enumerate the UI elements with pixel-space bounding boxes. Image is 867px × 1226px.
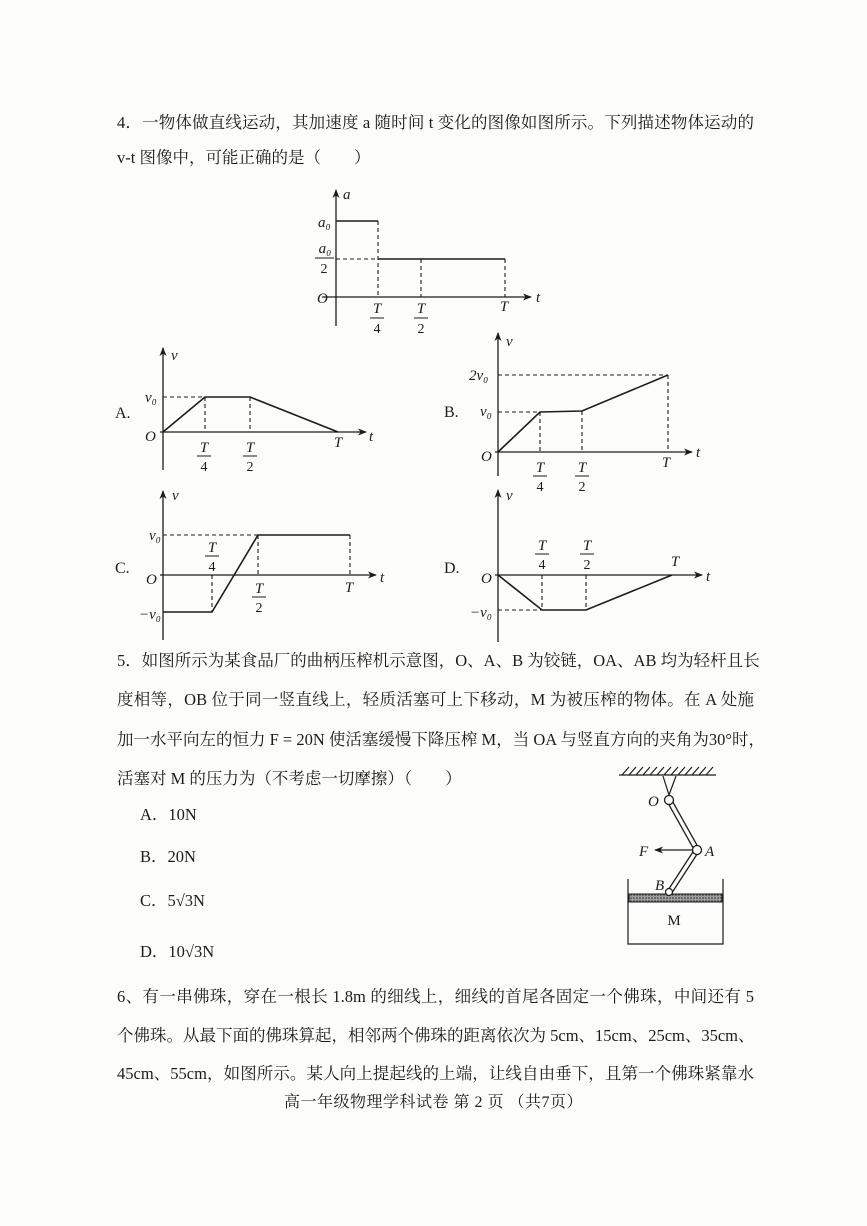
rod-ab-inner: [669, 850, 697, 893]
graph-b-origin-label: O: [481, 449, 492, 465]
graph-a-origin-label: O: [145, 429, 156, 445]
graph-b-v0-label: v₀: [480, 404, 492, 420]
graph-b-period-label: T: [661, 455, 671, 471]
q5-stem-line-4: 活塞对 M 的压力为（不考虑一切摩擦）（ ）: [117, 769, 462, 788]
pivot-a: [693, 846, 702, 855]
q6-stem-line-3: 45cm、55cm，如图所示。某人向上提起线的上端，让线自由垂下，且第一个佛珠紧靠水: [117, 1064, 754, 1083]
pivot-b: [666, 889, 673, 896]
graph-c-half-denominator: 2: [255, 601, 263, 616]
at-a0-label: a₀: [318, 215, 331, 231]
at-y-axis-label: a: [343, 187, 351, 203]
q5-choice-c: C．5√3N: [140, 891, 205, 910]
graph-b-quarter-numerator: T: [535, 460, 545, 476]
option-c-vt-graph: [115, 488, 385, 640]
graph-c-y-axis-label: v: [172, 488, 179, 504]
q4-stem-line-1: 4．一物体做直线运动，其加速度 a 随时间 t 变化的图像如图所示。下列描述物体运动的: [117, 113, 754, 132]
graph-a-quarter-denominator: 4: [200, 460, 208, 475]
graph-a-half-denominator: 2: [246, 460, 254, 475]
graph-b-half-numerator: T: [577, 460, 587, 476]
q5-stem-line-3: 加一水平向左的恒力 F = 20N 使活塞缓慢下降压榨 M，当 OA 与竖直方向的夹角为30°时，: [117, 730, 765, 749]
page-footer: 高一年级物理学科试卷 第 2 页 （共7页）: [283, 1094, 583, 1111]
graph-b-x-axis-label: t: [696, 445, 701, 461]
graph-c-period-label: T: [344, 580, 354, 596]
option-a-letter: A.: [115, 405, 131, 422]
at-half-period-denominator: 2: [417, 322, 425, 337]
pivot-a-label: A: [705, 844, 715, 860]
option-d-vt-graph: [444, 488, 711, 642]
graph-d-curve: [498, 575, 672, 610]
graph-b-half-denominator: 2: [578, 480, 586, 495]
graph-c-x-axis-label: t: [380, 570, 385, 586]
graph-d-neg-v0-label: −v₀: [470, 605, 492, 621]
option-a-vt-graph: [115, 348, 374, 475]
graph-c-quarter-numerator: T: [207, 540, 217, 556]
graph-c-half-numerator: T: [254, 581, 264, 597]
q5-choice-a: A．10N: [140, 805, 197, 824]
graph-a-half-numerator: T: [245, 440, 255, 456]
graph-b-quarter-denominator: 4: [536, 480, 544, 495]
object-m-label: M: [667, 913, 681, 929]
graph-c-neg-v0-label: −v₀: [139, 607, 161, 623]
q5-choice-b: B．20N: [140, 847, 196, 866]
at-half-a0-denominator: 2: [320, 262, 328, 277]
graph-d-period-label: T: [670, 554, 680, 570]
q6-stem-line-2: 个佛珠。从最下面的佛珠算起，相邻两个佛珠的距离依次为 5cm、15cm、25cm、35cm、: [117, 1026, 755, 1045]
q5-choice-d: D．10√3N: [140, 942, 215, 961]
graph-d-quarter-numerator: T: [537, 538, 547, 554]
option-b-letter: B.: [444, 404, 459, 421]
q5-stem-line-1: 5．如图所示为某食品厂的曲柄压榨机示意图，O、A、B 为铰链，OA、AB 均为轻杆且长: [117, 651, 760, 670]
crank-press-figure: [619, 767, 723, 944]
at-period-label: T: [499, 299, 509, 315]
graph-b-2v0-label: 2v₀: [469, 368, 489, 384]
acceleration-time-graph: [315, 187, 541, 337]
ceiling-hatch: [622, 767, 713, 775]
graph-a-period-label: T: [333, 435, 343, 451]
graph-d-y-axis-label: v: [506, 488, 513, 504]
at-origin-label: O: [317, 291, 328, 307]
pivot-o-label: O: [648, 794, 659, 810]
at-quarter-denominator: 4: [373, 322, 381, 337]
graph-d-half-numerator: T: [582, 538, 592, 554]
graph-b-y-axis-label: v: [506, 334, 513, 350]
option-d-letter: D.: [444, 560, 460, 577]
graph-d-quarter-denominator: 4: [538, 558, 546, 573]
option-c-letter: C.: [115, 560, 130, 577]
at-quarter-numerator: T: [372, 301, 382, 317]
graph-c-quarter-denominator: 4: [208, 560, 216, 575]
q4-stem-line-2: v-t 图像中，可能正确的是（ ）: [117, 148, 371, 167]
graph-a-x-axis-label: t: [369, 429, 374, 445]
at-x-axis-label: t: [536, 290, 541, 306]
graph-d-origin-label: O: [481, 571, 492, 587]
graph-d-x-axis-label: t: [706, 569, 711, 585]
pivot-b-label: B: [655, 878, 665, 894]
graph-c-origin-label: O: [146, 572, 157, 588]
rod-oa-inner: [669, 800, 697, 850]
at-half-a0-numerator: a₀: [318, 241, 332, 257]
force-f-label: F: [639, 844, 649, 860]
q5-stem-line-2: 度相等，OB 位于同一竖直线上，轻质活塞可上下移动，M 为被压榨的物体。在 A 处施: [117, 690, 754, 709]
graph-b-curve: [498, 375, 668, 452]
pivot-o-support: [663, 776, 676, 795]
graph-c-v0-label: v₀: [149, 528, 161, 544]
graph-a-y-axis-label: v: [171, 348, 178, 364]
graph-d-half-denominator: 2: [583, 558, 591, 573]
piston: [629, 894, 722, 902]
graph-a-quarter-numerator: T: [199, 440, 209, 456]
at-half-period-numerator: T: [416, 301, 426, 317]
graph-a-v0-label: v₀: [145, 390, 157, 406]
container-walls: [628, 879, 723, 944]
option-b-vt-graph: [444, 333, 701, 495]
q6-stem-line-1: 6、有一串佛珠，穿在一根长 1.8m 的细线上，细线的首尾各固定一个佛珠，中间还有 5: [117, 987, 754, 1006]
pivot-o: [665, 796, 674, 805]
